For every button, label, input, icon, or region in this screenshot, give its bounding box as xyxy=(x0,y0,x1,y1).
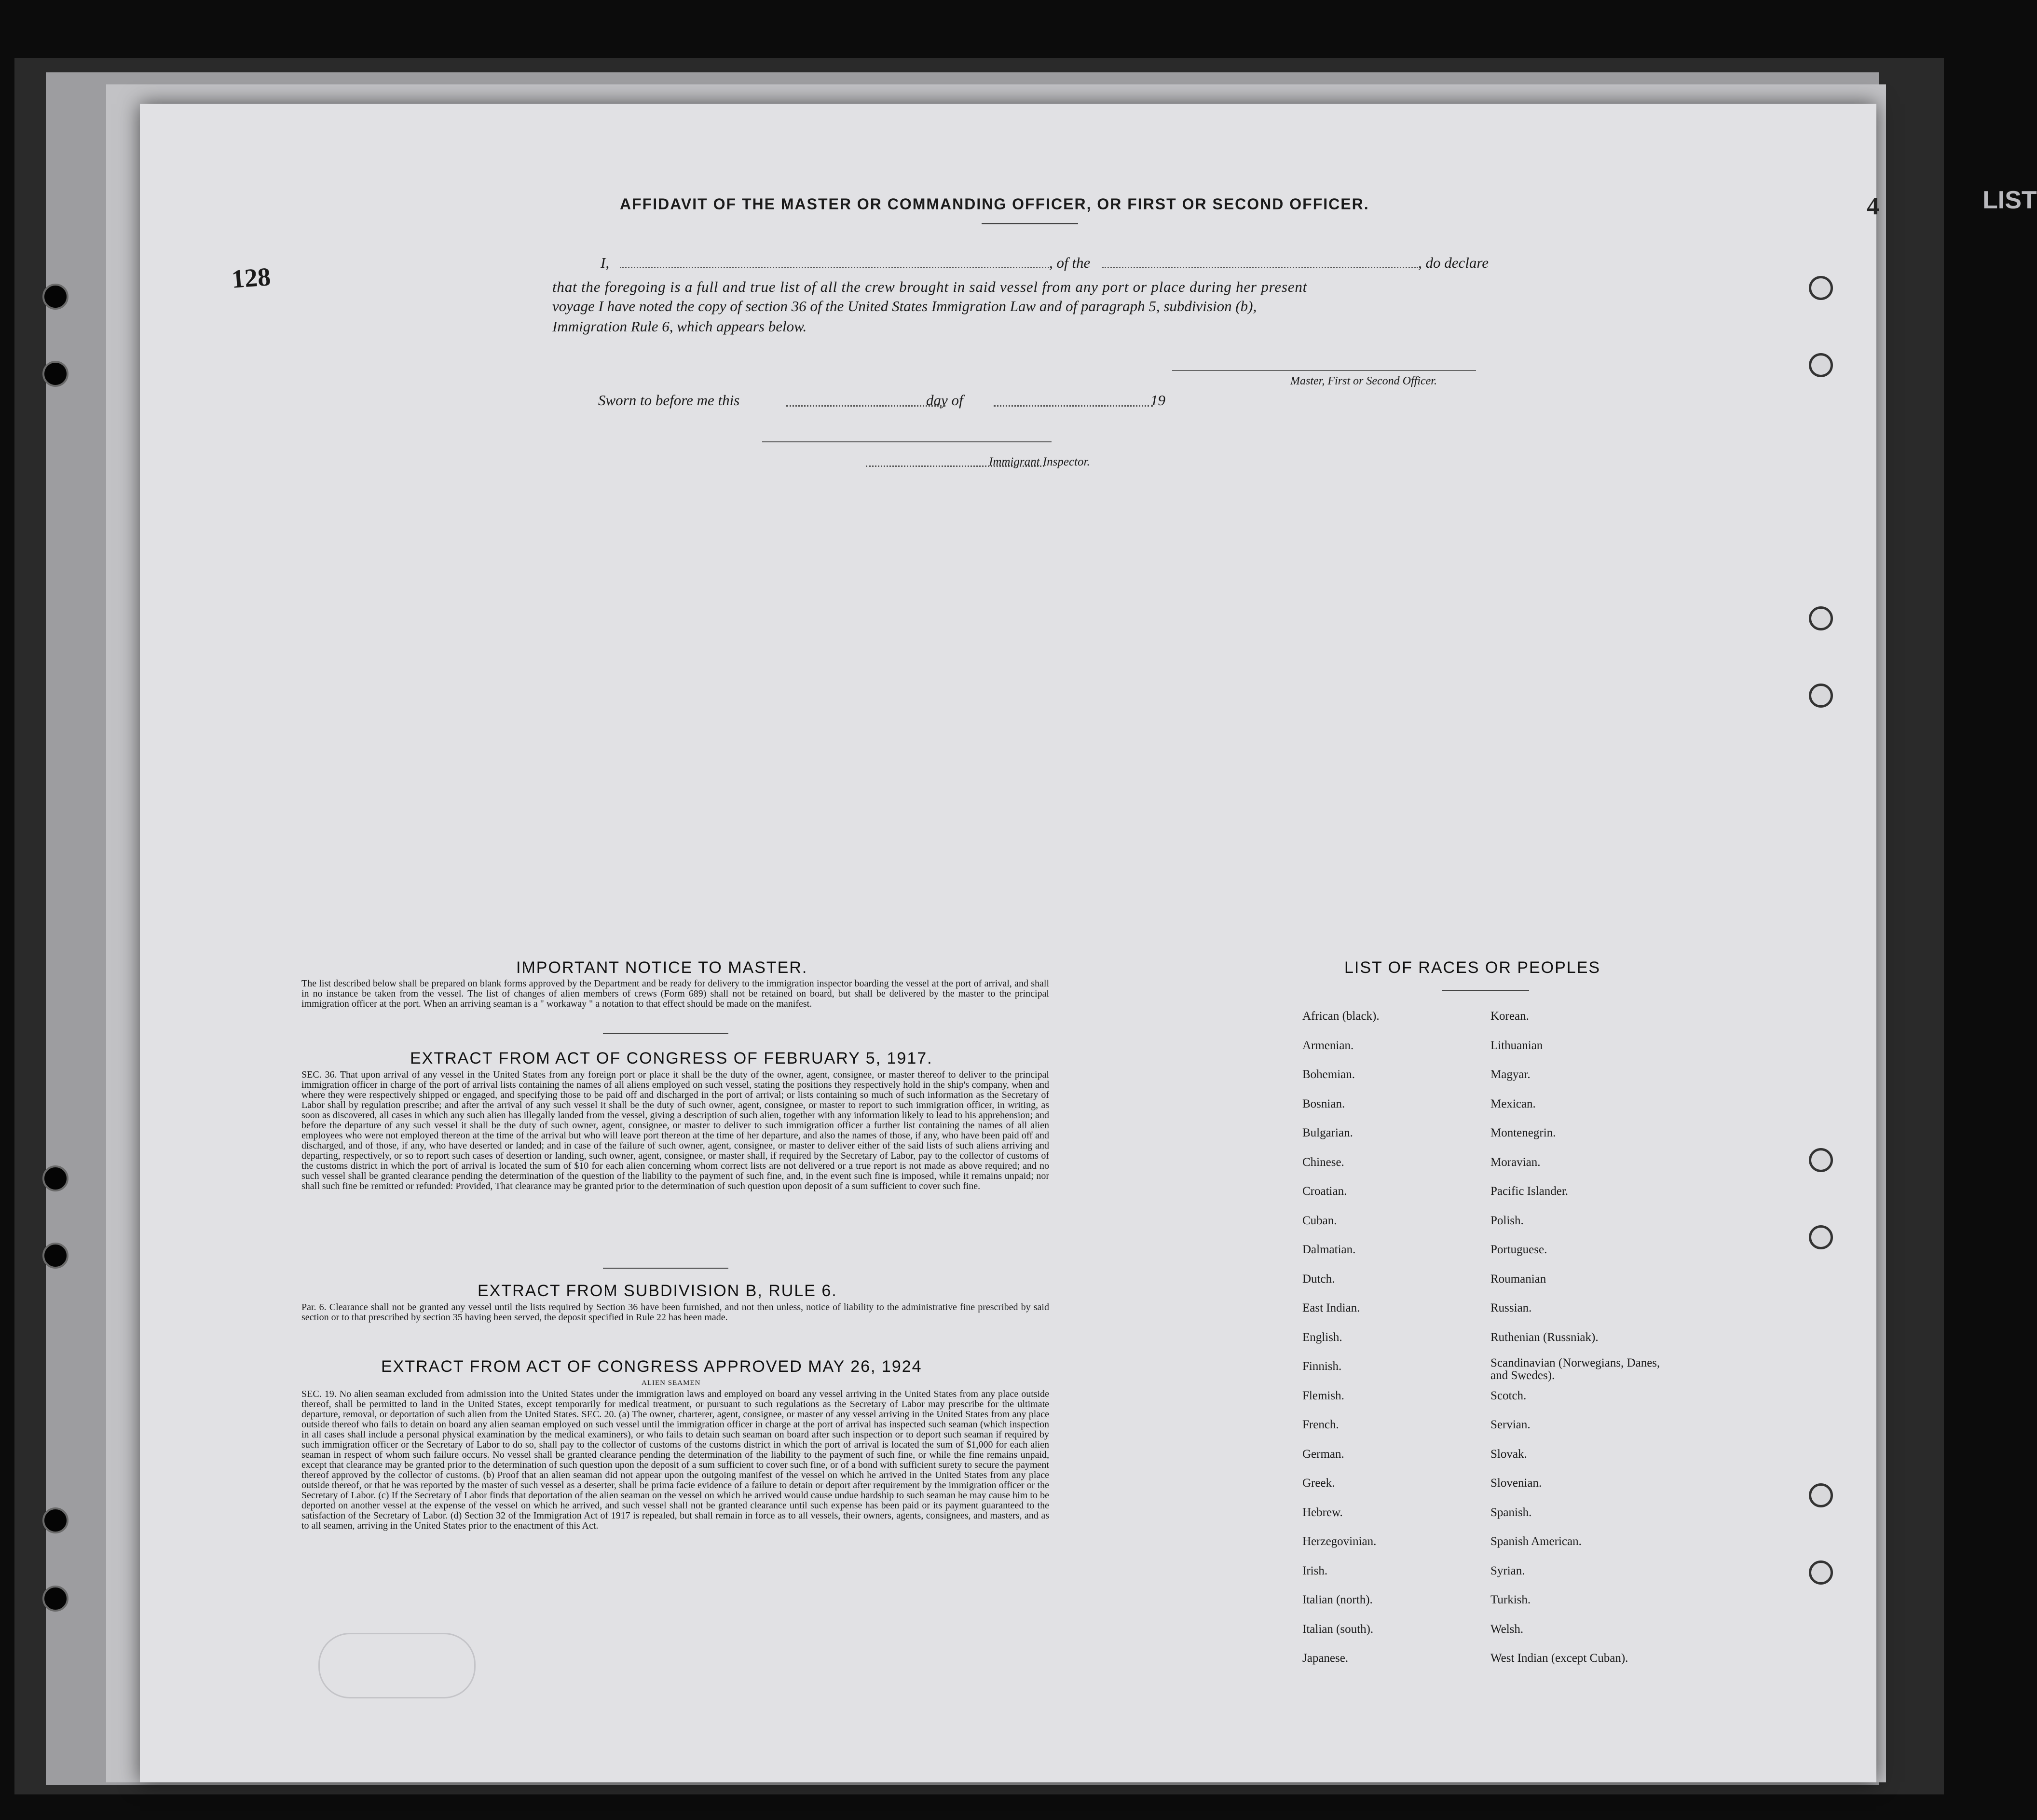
punch-hole xyxy=(1809,1483,1833,1507)
race-item: Flemish. xyxy=(1302,1389,1344,1402)
race-item: Slovak. xyxy=(1490,1447,1527,1461)
race-item: Greek. xyxy=(1302,1477,1335,1490)
extract-rule6-text: Par. 6. Clearance shall not be granted any vessel until the lists required by Section 36 have been furnished, and not then unless, notice of liability to the administrative fine prescribed by said section or to that prescribed by section 35 having been served, the deposit specified in Rule 22 has been made. xyxy=(301,1302,1049,1323)
affidavit-body-line-1: that the foregoing is a full and true list of all the crew brought in said vessel from any port or place during her present xyxy=(552,278,1308,295)
faint-stamp xyxy=(318,1633,476,1698)
race-item: Montenegrin. xyxy=(1490,1126,1556,1139)
race-item: East Indian. xyxy=(1302,1301,1360,1314)
notice-text: The list described below shall be prepared on blank forms approved by the Department and be ready for delivery to the immigration inspector boarding the vessel at the port of arrival, and shall in no instance be taken from the vessel. The list of changes of alien members of crews (Form 689) shall not be retained on board, but shall be delivered by the master to the principal immigration officer at the port. When an arriving seaman is a " workaway " a notation to that effect should be made on the manifest. xyxy=(301,978,1049,1009)
punch-hole xyxy=(1809,276,1833,300)
affiant-name-field[interactable] xyxy=(620,267,1049,268)
races-title: LIST OF RACES OR PEOPLES xyxy=(1344,958,1601,977)
race-item: Bulgarian. xyxy=(1302,1126,1353,1139)
extract-1917-title: EXTRACT FROM ACT OF CONGRESS OF FEBRUARY 5, 1917. xyxy=(410,1049,933,1067)
sworn-month-field[interactable] xyxy=(994,405,1153,407)
right-margin-number: 4 xyxy=(1867,192,1879,220)
race-item: Slovenian. xyxy=(1490,1477,1542,1490)
affidavit-body-line-2: voyage I have noted the copy of section 36 of the United States Immigration Law and of paragraph 5, subdivision (b), xyxy=(552,298,1257,315)
manifest-page xyxy=(140,104,2037,1782)
year-prefix: 19 xyxy=(1150,392,1165,409)
punch-hole xyxy=(1809,353,1833,377)
race-item: Servian. xyxy=(1490,1418,1531,1431)
race-item: Hebrew. xyxy=(1302,1505,1343,1519)
punch-hole xyxy=(42,361,68,387)
race-item: Russian. xyxy=(1490,1301,1532,1314)
punch-hole xyxy=(1809,1148,1833,1172)
punch-hole xyxy=(42,284,68,310)
race-item: West Indian (except Cuban). xyxy=(1490,1652,1628,1665)
divider xyxy=(603,1268,728,1269)
race-item: English. xyxy=(1302,1330,1342,1344)
race-item: African (black). xyxy=(1302,1010,1380,1023)
extract-rule6-title: EXTRACT FROM SUBDIVISION B, RULE 6. xyxy=(478,1282,837,1300)
punch-hole xyxy=(42,1507,68,1533)
race-item: Japanese. xyxy=(1302,1652,1349,1665)
extract-1924-text: SEC. 19. No alien seaman excluded from admission into the United States under the immigration laws and employed on board any vessel arriving in the United States from any place outside thereof, shall be permitted to land in the United States, except temporarily for medical treatment, or pursuant to such regulations as the Secretary of Labor may prescribe for the ultimate departure, removal, or deportation of such alien from the United States. SEC. 20. (a) The owner, charterer, agent, consignee, or master of any vessel arriving in the United States from any place outside thereof who fails to detain on board any alien seaman employed on such vessel until the immigration officer in charge at the port of arrival has inspected such seaman (which inspection in all cases shall include a personal physical examination by the medical examiners), or who fails to detain such seaman on board after such inspection or to deport such seaman if required by such immigration officer or the Secretary of Labor to do so, shall pay to the collector of customs of the customs district in which the port of arrival is located the sum of $1,000 for each alien seaman in respect of whom such failure occurs. No vessel shall be granted clearance pending the determination of the liability to the payment of such fine, or while the fine remains unpaid, except that clearance may be granted prior to the determination of such question upon the deposit of a sum sufficient to cover such fine, or of a bond with sufficient surety to secure the payment thereof approved by the collector of customs. (b) Proof that an alien seaman did not appear upon the outgoing manifest of the vessel on which he arrived in the United States from any place outside thereof, or that he was reported by the master of such vessel as a deserter, shall be prima facie evidence of a failure to detain or deport after requirement by the immigration officer or the Secretary of Labor. (c) If the Secretary of Labor finds that deportation of the alien seaman on the vessel on which he arrived would cause undue hardship to such seaman he may cause him to be deported on another vessel at the expense of the vessel on which he arrived, and such vessel shall not be granted clearance until such expense has been paid or its payment guaranteed to the satisfaction of the Secretary of Labor. (d) Section 32 of the Immigration Act of 1917 is repealed, but shall remain in force as to all vessels, their owners, agents, consignees, and masters, and as to all seamen, arriving in the United States prior to the enactment of this Act. xyxy=(301,1389,1049,1531)
punch-hole xyxy=(42,1165,68,1191)
race-item: Armenian. xyxy=(1302,1039,1354,1052)
race-item: Finnish. xyxy=(1302,1360,1342,1373)
race-item: Dalmatian. xyxy=(1302,1243,1356,1256)
punch-hole xyxy=(1809,606,1833,630)
race-item: Italian (south). xyxy=(1302,1622,1374,1636)
divider xyxy=(603,1033,728,1034)
race-item: Dutch. xyxy=(1302,1272,1335,1286)
race-item: Mexican. xyxy=(1490,1097,1536,1110)
race-item: Spanish American. xyxy=(1490,1535,1582,1548)
divider xyxy=(1442,990,1529,991)
race-item: Magyar. xyxy=(1490,1068,1531,1081)
race-item: Italian (north). xyxy=(1302,1593,1373,1606)
race-item: Moravian. xyxy=(1490,1155,1541,1169)
do-declare-label: , do declare xyxy=(1418,254,1489,271)
extract-1924-title: EXTRACT FROM ACT OF CONGRESS APPROVED MAY 26, 1924 xyxy=(381,1357,922,1376)
bleed-through-header: LIST xyxy=(1982,186,2037,214)
punch-hole xyxy=(1809,684,1833,708)
race-item: French. xyxy=(1302,1418,1339,1431)
affidavit-body-line-3: Immigration Rule 6, which appears below. xyxy=(552,318,807,335)
race-item: Irish. xyxy=(1302,1564,1328,1577)
punch-hole xyxy=(42,1586,68,1612)
extract-1924-subtitle: ALIEN SEAMEN xyxy=(642,1379,701,1387)
inspector-caption: Immigrant Inspector. xyxy=(989,455,1090,468)
race-item: Chinese. xyxy=(1302,1155,1344,1169)
race-item: Turkish. xyxy=(1490,1593,1531,1606)
race-item: Roumanian xyxy=(1490,1272,1546,1286)
day-of-label: day of xyxy=(926,392,963,409)
divider xyxy=(982,223,1078,224)
punch-hole xyxy=(42,1243,68,1269)
race-item: Polish. xyxy=(1490,1214,1524,1227)
of-the-label: , of the xyxy=(1049,254,1091,271)
extract-1917-text: SEC. 36. That upon arrival of any vessel in the United States from any foreign port or place it shall be the duty of the owner, agent, consignee, or master thereof to deliver to the principal immigration officer in charge of the port of arrival lists containing the names of all aliens employed on such vessel, stating the positions they respectively hold in the ship's company, when and where they were respectively shipped or engaged, and specifying those to be paid off and discharged in the port of arrival; or lists containing so much of such information as the Secretary of Labor shall by regulation prescribe; and after the arrival of any such vessel it shall be the duty of such owner, agent, consignee, or master to report to such immigration officer, in writing, as soon as discovered, all cases in which any such alien has illegally landed from the vessel, giving a description of such alien, together with any information likely to lead to his apprehension; and before the departure of any such vessel it shall be the duty of such owner, agent, consignee, or master to deliver to such immigration officer a further list containing the names of all alien employees who were not employed thereon at the time of the arrival but who will leave port thereon at the time of her departure, and also the names of those, if any, who have been paid off and discharged, and of those, if any, who have deserted or landed; and in case of the failure of such owner, agent, consignee, or master to deliver either of the said lists of such aliens arriving and departing, respectively, or so to report such cases of desertion or landing, such owner, agent, consignee, or master shall, if required by the Secretary of Labor, pay to the collector of customs of the customs district in which the port of arrival is located the sum of $10 for each alien concerning whom correct lists are not delivered or a true report is not made as above required; and no such vessel shall be granted clearance pending the determination of the question of the liability to the payment of such fine, and, in the event such fine is imposed, while it remains unpaid; nor shall such fine be remitted or refunded: Provided, That clearance may be granted prior to the determination of such question upon deposit of a sum sufficient to cover such fine. xyxy=(301,1069,1049,1191)
race-item: Ruthenian (Russniak). xyxy=(1490,1330,1599,1344)
race-item: Welsh. xyxy=(1490,1622,1524,1636)
master-caption: Master, First or Second Officer. xyxy=(1290,375,1437,387)
sworn-label: Sworn to before me this xyxy=(598,392,740,409)
race-item: Scandinavian (Norwegians, Danes, and Swedes). xyxy=(1490,1356,1660,1382)
race-item: German. xyxy=(1302,1447,1344,1461)
race-item: Portuguese. xyxy=(1490,1243,1547,1256)
race-item: Bosnian. xyxy=(1302,1097,1345,1110)
race-item: Pacific Islander. xyxy=(1490,1185,1569,1198)
sworn-day-field[interactable] xyxy=(786,405,945,407)
race-item: Scotch. xyxy=(1490,1389,1527,1402)
master-signature-line[interactable] xyxy=(1172,370,1476,371)
punch-hole xyxy=(1809,1560,1833,1585)
race-item: Syrian. xyxy=(1490,1564,1525,1577)
race-item: Herzegovinian. xyxy=(1302,1535,1377,1548)
race-item: Cuban. xyxy=(1302,1214,1337,1227)
punch-hole xyxy=(1809,1225,1833,1249)
inspector-signature-line[interactable] xyxy=(762,441,1052,442)
race-item: Spanish. xyxy=(1490,1505,1532,1519)
race-item: Bohemian. xyxy=(1302,1068,1355,1081)
race-item: Korean. xyxy=(1490,1010,1529,1023)
vessel-name-field[interactable] xyxy=(1102,267,1418,268)
affiant-i-label: I, xyxy=(601,254,610,271)
page-number-mark: 128 xyxy=(231,262,272,294)
race-item: Croatian. xyxy=(1302,1185,1347,1198)
affidavit-title: AFFIDAVIT OF THE MASTER OR COMMANDING OFFICER, OR FIRST OR SECOND OFFICER. xyxy=(620,195,1369,213)
race-item: Lithuanian xyxy=(1490,1039,1543,1052)
notice-title: IMPORTANT NOTICE TO MASTER. xyxy=(516,958,808,977)
